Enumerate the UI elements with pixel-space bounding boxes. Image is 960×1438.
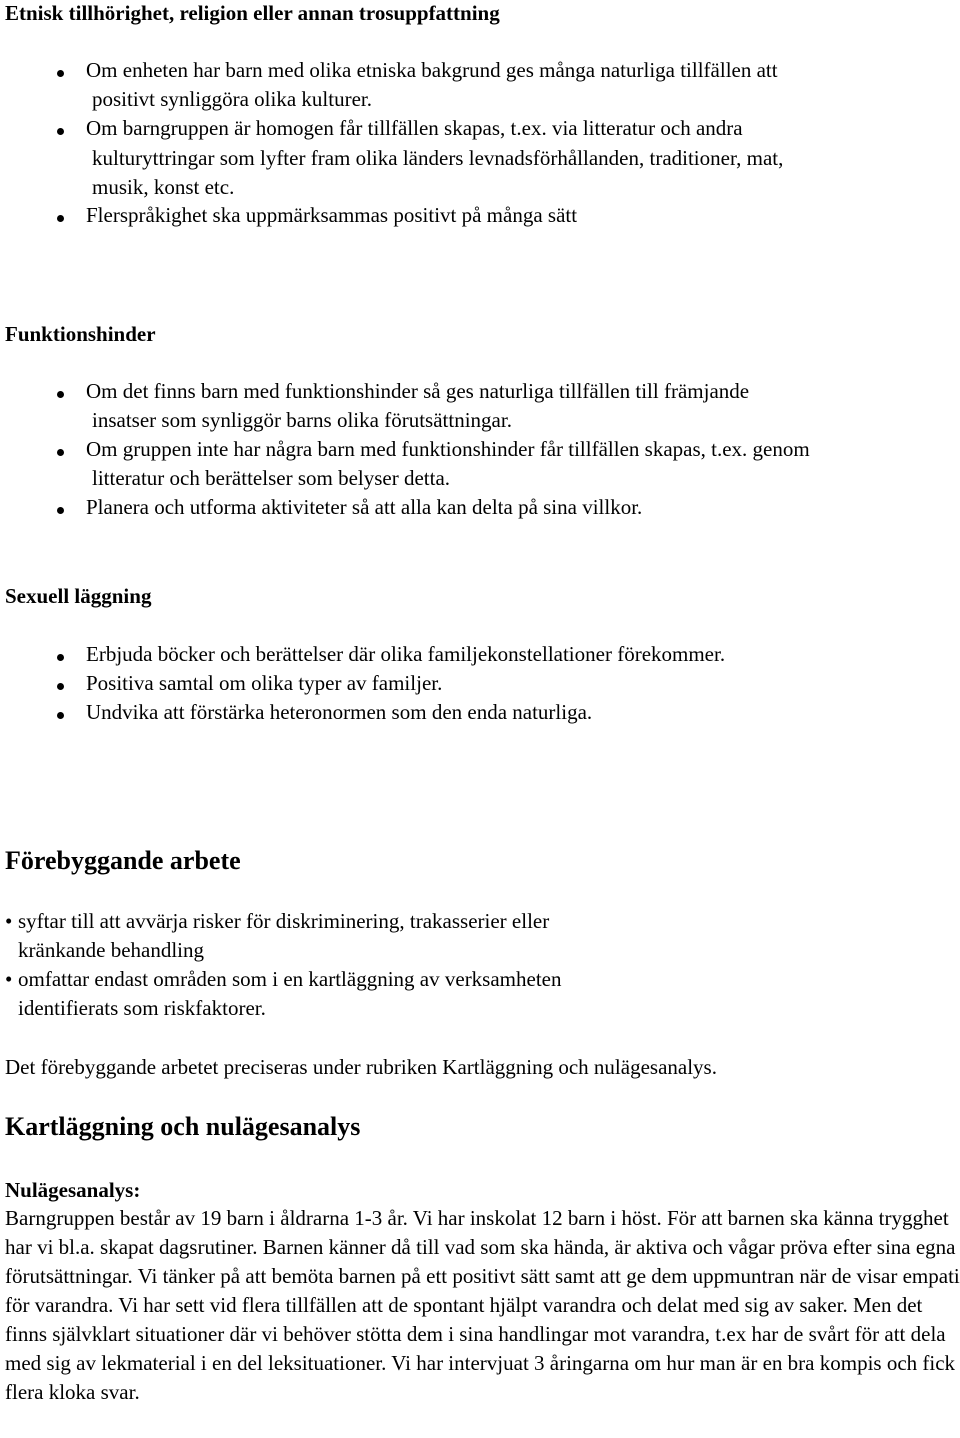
list-item-line: identifierats som riskfaktorer. bbox=[18, 996, 266, 1020]
list-item-line: musik, konst etc. bbox=[92, 175, 235, 199]
list-item-line: Erbjuda böcker och berättelser där olika familjekonstellationer förekommer. bbox=[86, 642, 726, 666]
list-item-line: syftar till att avvärja risker för diskriminering, trakasserier eller bbox=[18, 909, 550, 933]
list-item-line: insatser som synliggör barns olika förutsättningar. bbox=[92, 408, 512, 432]
bullet-icon bbox=[57, 128, 64, 135]
bullet-icon bbox=[57, 683, 64, 690]
list-item-line: litteratur och berättelser som belyser detta. bbox=[92, 466, 451, 490]
bullet-icon bbox=[57, 70, 64, 77]
list-item-line: Om gruppen inte har några barn med funktionshinder får tillfällen skapas, t.ex. genom bbox=[86, 437, 810, 461]
bullet-icon bbox=[57, 391, 64, 398]
heading-survey: Kartläggning och nulägesanalys bbox=[5, 1112, 361, 1141]
analysis-paragraph: Barngruppen består av 19 barn i åldrarna 1-3 år. Vi har inskolat 12 barn i höst. För att barnen ska känna trygghet har vi bl.a. skapat dagsrutiner. Barnen känner då till vad som ska hända, är aktiva och vågar pröva efter sina egna förutsättningar. Vi tänker på att bemöta barnen på ett positivt sätt samt att ge dem uppmuntran när de visar empati för varandra. Vi har sett vid flera tillfällen att de spontant hjälpt varandra och delat med sig av saker. Men det finns självklart situationer där vi behöver stötta dem i sina handlingar mot varandra, t.ex har de svårt för att dela med sig av lekmaterial i en del leksituationer. Vi har intervjuat 3 åringarna om hur man är en bra kompis och fick flera kloka svar. bbox=[5, 1206, 960, 1404]
list-item-line: Positiva samtal om olika typer av familjer. bbox=[86, 671, 443, 695]
bullet-icon bbox=[57, 449, 64, 456]
list-item-line: Planera och utforma aktiviteter så att alla kan delta på sina villkor. bbox=[86, 495, 643, 519]
list-item-line: kulturyttringar som lyfter fram olika länders levnadsförhållanden, traditioner, mat, bbox=[92, 146, 784, 170]
list-item-line: Om enheten har barn med olika etniska bakgrund ges många naturliga tillfällen att bbox=[86, 58, 778, 82]
list-item-line: kränkande behandling bbox=[18, 938, 205, 962]
list-item-line: Undvika att förstärka heteronormen som den enda naturliga. bbox=[86, 700, 593, 724]
bullet-icon bbox=[57, 654, 64, 661]
bullet-icon: • bbox=[5, 967, 13, 991]
bullet-icon bbox=[57, 712, 64, 719]
bullet-icon bbox=[57, 507, 64, 514]
list-item-line: Flerspråkighet ska uppmärksammas positivt på många sätt bbox=[86, 203, 578, 227]
list-item-line: omfattar endast områden som i en kartläggning av verksamheten bbox=[18, 967, 562, 991]
list-item-line: positivt synliggöra olika kulturer. bbox=[92, 87, 372, 111]
heading-sexual-orientation: Sexuell läggning bbox=[5, 584, 152, 608]
prevention-paragraph: Det förebyggande arbetet preciseras under rubriken Kartläggning och nulägesanalys. bbox=[5, 1055, 717, 1079]
list-item-line: Om det finns barn med funktionshinder så ges naturliga tillfällen till främjande bbox=[86, 379, 750, 403]
heading-prevention: Förebyggande arbete bbox=[5, 846, 241, 875]
list-item-line: Om barngruppen är homogen får tillfällen skapas, t.ex. via litteratur och andra bbox=[86, 116, 743, 140]
heading-disability: Funktionshinder bbox=[5, 322, 156, 346]
subheading-current-analysis: Nulägesanalys: bbox=[5, 1178, 141, 1202]
bullet-icon: • bbox=[5, 909, 13, 933]
bullet-icon bbox=[57, 215, 64, 222]
heading-ethnicity: Etnisk tillhörighet, religion eller annan trosuppfattning bbox=[5, 1, 500, 25]
